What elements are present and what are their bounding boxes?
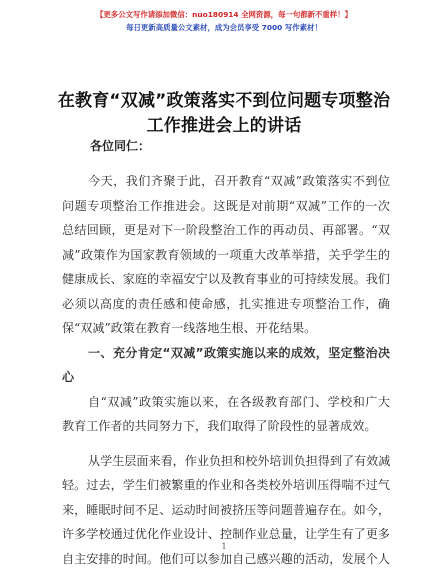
paragraph-line: 问题专项整治工作推进会。这既是对前期“双减”工作的一次	[62, 199, 390, 213]
salutation: 各位同仁：	[90, 139, 151, 153]
paragraph-line: 轻。过去，学生们被繁重的作业和各类校外培训压得喘不过气	[62, 478, 390, 492]
paragraph-line: 总结回顾，更是对下一阶段整治工作的再动员、再部署。“双	[62, 223, 390, 237]
paragraph-line: 今天，我们齐聚于此，召开教育“双减”政策落实不到位	[88, 174, 390, 188]
paragraph-line: 减”政策作为国家教育领域的一项重大改革举措，关乎学生的	[62, 248, 390, 262]
document-title-line-1: 在教育“双减”政策落实不到位问题专项整治	[57, 91, 391, 111]
section-heading-line: 一、充分肯定“双减”政策实施以来的成效，坚定整治决	[88, 346, 390, 360]
paragraph-line: 保“双减”政策在教育一线落地生根、开花结果。	[62, 321, 317, 335]
paragraph-line: 自“双减”政策实施以来，在各级教育部门、学校和广大	[88, 395, 390, 409]
paragraph-line: 教育工作者的共同努力下，我们取得了阶段性的显著成效。	[62, 419, 377, 433]
paragraph-line: 从学生层面来看，作业负担和校外培训负担得到了有效减	[88, 454, 391, 468]
document-title-line-2: 工作推进会上的讲话	[146, 116, 302, 136]
paragraph-line: 健康成长、家庭的幸福安宁以及教育事业的可持续发展。我们	[62, 272, 390, 286]
section-heading-line: 心	[62, 370, 75, 384]
paragraph-line: 必须以高度的责任感和使命感，扎实推进专项整治工作，确	[62, 297, 390, 311]
paragraph-line: 许多学校通过优化作业设计、控制作业总量，让学生有了更多	[62, 527, 390, 541]
promo-banner-line-1: 【更多公文写作请添加微信：nuo180914 全网资源，每一句都新不重样！】	[96, 10, 352, 19]
promo-banner-line-2: 每日更新高质量公文素材，成为会员享受 7000 写作素材！	[126, 23, 322, 32]
paragraph-line: 来，睡眠时间不足、运动时间被挤压等问题普遍存在。如今，	[62, 503, 390, 517]
page-number: 1	[221, 542, 227, 551]
paragraph-line: 自主安排的时间。他们可以参加自己感兴趣的活动，发展个人	[62, 552, 390, 566]
